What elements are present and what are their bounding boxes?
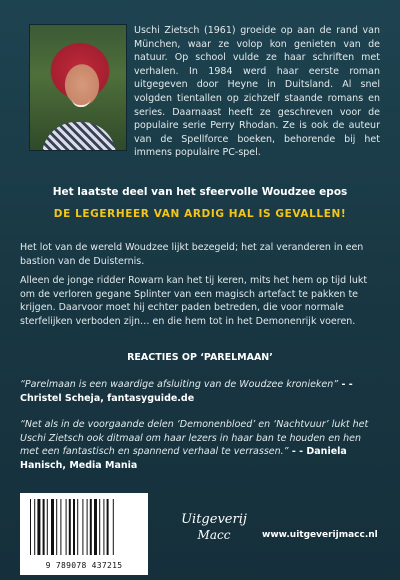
author-bio: Uschi Zietsch (1961) groeide op aan de rand van München, waar ze volop kon genieten van de natuur. Op school vulde ze haar schriften met verhalen. In 1984 werd haar eerste roman uitgegeven door Heyne in Duitsland. Al snel volgden tientallen op zichzelf staande romans en series. Daarnaast heeft ze geschreven voor de populaire serie Perry Rhodan. Ze is ook de auteur van de Spellforce boeken, behorende bij het immens populaire PC-spel. — [134, 25, 380, 159]
review-1 — [20, 378, 382, 405]
publisher-logo-line2: Macc — [197, 528, 231, 542]
publisher-logo-line1: Uitgeverij — [181, 512, 247, 527]
headline: DE LEGERHEER VAN ARDIG HAL IS GEVALLEN! — [53, 208, 347, 220]
review-source: - - Christel Scheja, fantasyguide.de — [20, 379, 353, 404]
review-source: - - Daniela Hanisch, Media Mania — [20, 446, 347, 471]
author-smile — [72, 99, 90, 107]
barcode-number: 9 789078 437215 — [45, 561, 123, 570]
blurb-paragraph-1: Het lot van de wereld Woudzee lijkt bezegeld; het zal veranderen in een bastion van de Duisternis. — [20, 242, 364, 267]
publisher-logo — [178, 512, 250, 556]
reviews-title: REACTIES OP ‘PARELMAAN’ — [127, 352, 273, 363]
author-blouse — [42, 122, 116, 151]
isbn-barcode — [20, 493, 148, 575]
review-2 — [20, 418, 382, 472]
review-quote: “Parelmaan is een waardige afsluiting van de Woudzee kronieken” — [20, 379, 339, 390]
tagline: Het laatste deel van het sfeervolle Woudzee epos — [52, 186, 348, 198]
publisher-website[interactable]: www.uitgeverijmacc.nl — [262, 530, 378, 540]
author-photo — [29, 24, 127, 151]
review-quote: “Net als in de voorgaande delen ‘Demonenbloed’ en ‘Nachtvuur’ lukt het Uschi Zietsch ook ditmaal om haar lezers in haar ban te houden en hen met een fantastisch en spannend verhaal te verrassen.” — [20, 419, 369, 458]
blurb-paragraph-2: Alleen de jonge ridder Rowarn kan het tij keren, mits het hem op tijd lukt om de verloren gegane Splinter van een magisch artefact te pakken te krijgen. Daarvoor moet hij echter paden betreden, die voor normale sterfelijken verboden zijn… en die hem tot in het Demonenrijk voeren. — [20, 275, 368, 327]
barcode-bars — [28, 499, 140, 555]
